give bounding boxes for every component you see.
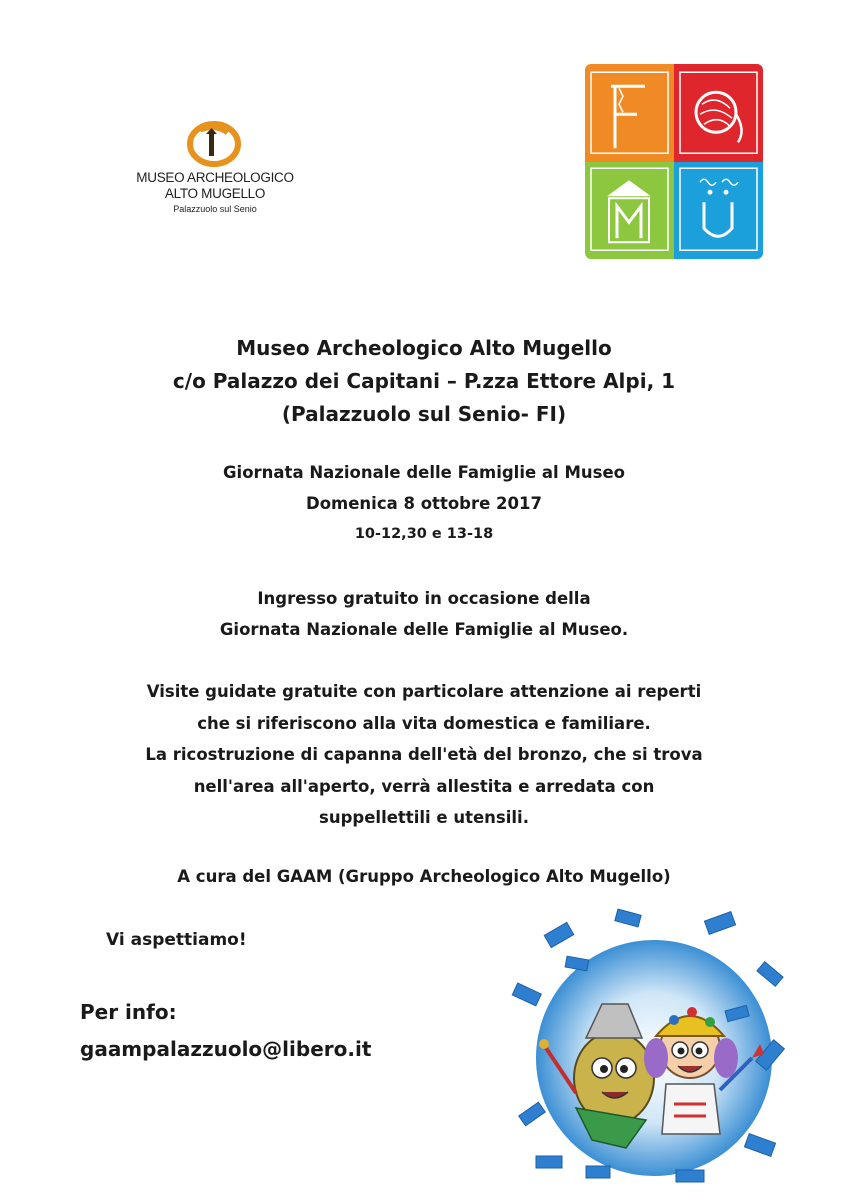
event-title: Giornata Nazionale delle Famiglie al Museo — [223, 463, 625, 482]
museum-emblem-icon — [182, 120, 246, 168]
organizer-text: A cura del GAAM (Gruppo Archeologico Alto Mugello) — [177, 867, 671, 886]
address-city: (Palazzuolo sul Senio- FI) — [281, 402, 567, 426]
address-street: c/o Palazzo dei Capitani – P.zza Ettore Alpi, 1 — [172, 369, 676, 393]
tours-line4: nell'area all'aperto, verrà allestita e arredata con — [193, 776, 655, 796]
tours-block — [0, 676, 848, 834]
family-museum-mascot-icon — [506, 908, 796, 1188]
entry-line2: Giornata Nazionale delle Famiglie al Museo. — [219, 620, 629, 639]
entry-line1: Ingresso gratuito in occasione della — [257, 589, 591, 608]
entry-block — [0, 583, 848, 645]
famu-logo-m-tile — [585, 162, 674, 260]
tours-line5: suppellettili e utensili. — [319, 808, 529, 827]
tours-line3: La ricostruzione di capanna dell'età del bronzo, che si trova — [145, 745, 703, 764]
organizer-line — [0, 862, 848, 892]
museum-logo-line1: MUSEO ARCHEOLOGICO — [136, 170, 294, 185]
greeting: Vi aspettiamo! — [106, 930, 247, 950]
event-hours: 10-12,30 e 13-18 — [354, 526, 494, 542]
letter-f-icon — [585, 64, 674, 162]
info-email-link[interactable]: gaampalazzuolo@libero.it — [80, 1037, 372, 1061]
house-m-icon — [585, 162, 674, 260]
mascot-illustration — [506, 908, 796, 1188]
famu-logo-f-tile — [585, 64, 674, 162]
museum-logo-line3: Palazzuolo sul Senio — [173, 204, 257, 214]
famu-logo-a-tile — [674, 64, 763, 162]
info-label: Per info: — [80, 1000, 177, 1024]
letter-u-icon — [674, 162, 763, 260]
yarn-ball-icon — [674, 64, 763, 162]
museum-logo — [120, 120, 310, 230]
tours-line1: Visite guidate gratuite con particolare attenzione ai reperti — [146, 682, 702, 701]
famu-logo — [585, 64, 763, 259]
event-date: Domenica 8 ottobre 2017 — [306, 494, 542, 513]
museum-name: Museo Archeologico Alto Mugello — [236, 336, 612, 360]
event-block — [0, 457, 848, 550]
tours-line2: che si riferiscono alla vita domestica e familiare. — [197, 713, 651, 733]
address-block — [0, 332, 848, 431]
museum-logo-line2: ALTO MUGELLO — [164, 186, 266, 201]
famu-logo-u-tile — [674, 162, 763, 260]
